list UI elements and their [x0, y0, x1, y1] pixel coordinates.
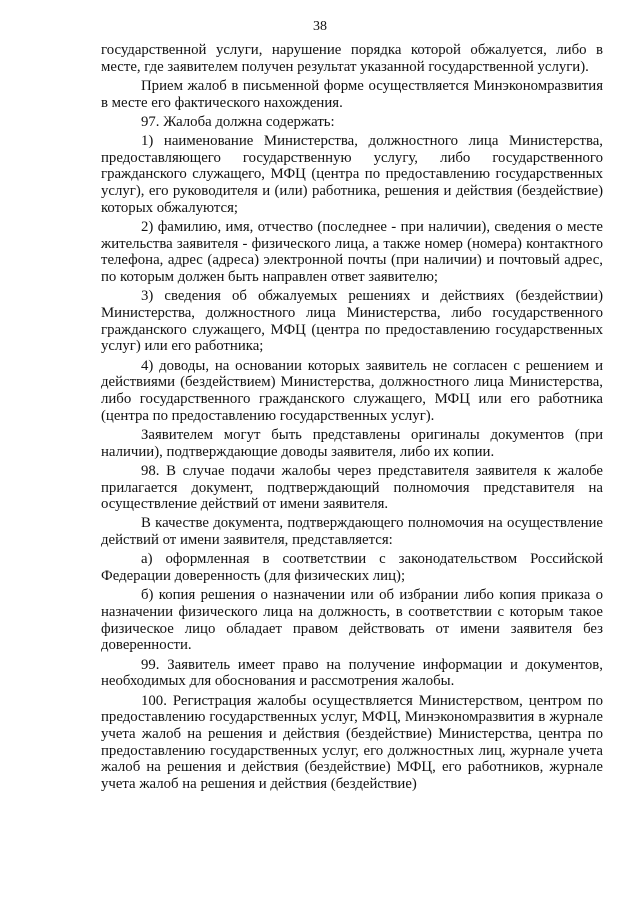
paragraph: Заявителем могут быть представлены оригиналы документов (при наличии), подтверждающие доводы заявителя, либо их копии. — [101, 426, 603, 460]
paragraph: В качестве документа, подтверждающего полномочия на осуществление действий от имени заявителя, представляется: — [101, 515, 603, 549]
paragraph: 97. Жалоба должна содержать: — [141, 113, 335, 130]
paragraph: б) копия решения о назначении или об избрании либо копия приказа о назначении физического лица на должность, в соответствии с которым такое физическое лицо обладает правом действовать от имени заявителя без доверенности. — [101, 587, 603, 654]
document-body — [101, 42, 603, 795]
paragraph: 1) наименование Министерства, должностного лица Министерства, предоставляющего государственную услугу, либо государственного гражданского служащего, МФЦ (центра по предоставлению государственных услуг), его руководителя и (или) работника, решения и действия (бездействие) которых обжалуются; — [101, 133, 603, 216]
paragraph: 100. Регистрация жалобы осуществляется Министерством, центром по предоставлению государственных услуг, МФЦ, Минэкономразвития в журнале учета жалоб на решения и действия (бездействие) Министерства, центра по предоставлению государственных услуг, его должностных лиц, журнале учета жалоб на решения и действия (бездействие) МФЦ, его работников, журнале учета жалоб на решения и действия (бездействие) — [101, 692, 603, 793]
paragraph: 4) доводы, на основании которых заявитель не согласен с решением и действиями (бездействием) Министерства, должностного лица Министерства, либо государственного гражданского служащего, МФЦ или его работника (центра по предоставлению государственных услуг). — [101, 357, 603, 424]
paragraph: 2) фамилию, имя, отчество (последнее - при наличии), сведения о месте жительства заявителя - физического лица, а также номер (номера) контактного телефона, адрес (адреса) электронной почты (при наличии) и почтовый адрес, по которым должен быть направлен ответ заявителю; — [101, 219, 603, 286]
paragraph: 98. В случае подачи жалобы через представителя заявителя к жалобе прилагается документ, подтверждающий полномочия представителя на осуществление действий от имени заявителя. — [101, 462, 603, 513]
paragraph: Прием жалоб в письменной форме осуществляется Минэкономразвития в месте его фактического нахождения. — [101, 77, 603, 111]
paragraph: а) оформленная в соответствии с законодательством Российской Федерации доверенность (для физических лиц); — [101, 551, 603, 585]
paragraph: 3) сведения об обжалуемых решениях и действиях (бездействии) Министерства, должностного лица Министерства, либо государственного гражданского служащего, МФЦ (центра по предоставлению государственных услуг) или его работника; — [101, 288, 603, 355]
paragraph: государственной услуги, нарушение порядка которой обжалуется, либо в месте, где заявителем получен результат указанной государственной услуги). — [101, 42, 603, 75]
page-number: 38 — [313, 19, 327, 34]
paragraph: 99. Заявитель имеет право на получение информации и документов, необходимых для обоснования и рассмотрения жалобы. — [101, 656, 603, 690]
